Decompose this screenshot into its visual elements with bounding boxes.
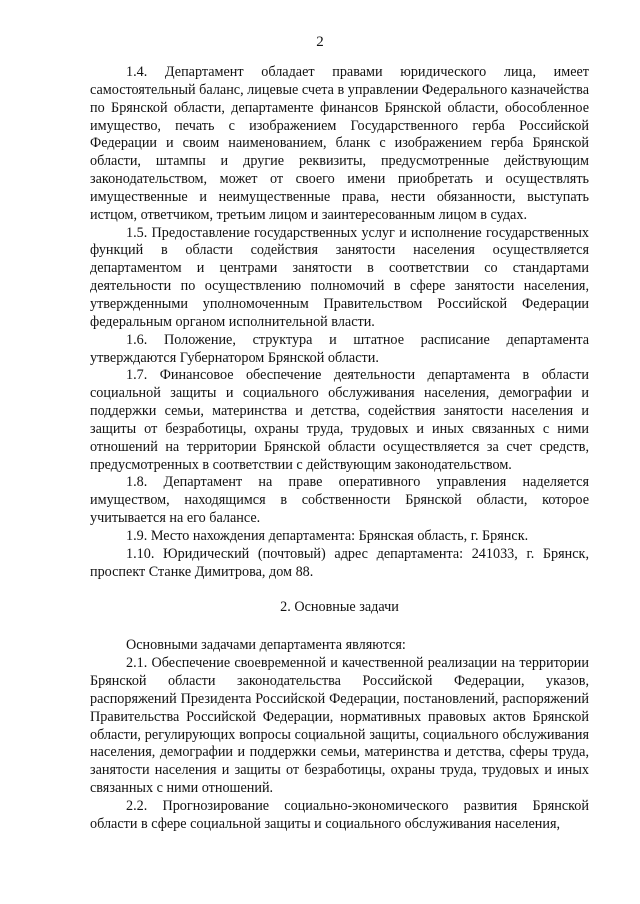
paragraph-1-6: 1.6. Положение, структура и штатное расписание департамента утверждаются Губернатором Брянской области. [90, 331, 589, 366]
paragraph-1-9: 1.9. Место нахождения департамента: Брянская область, г. Брянск. [126, 527, 529, 544]
section-heading: 2. Основные задачи [280, 599, 399, 616]
paragraph-2-1: 2.1. Обеспечение своевременной и качественной реализации на территории Брянской области законодательства Российской Федерации, указов, распоряжений Президента Российской Федерации, постановлений, распоряжений Правительства Российской Федерации, нормативных правовых актов Брянской области, регулирующих вопросы социальной защиты, социального обслуживания населения, демографии и поддержки семьи, материнства и детства, сферы труда, занятости населения и защиты от безработицы, охраны труда, трудовых и иных связанных с ними отношений. [90, 655, 589, 797]
paragraph-1-4: 1.4. Департамент обладает правами юридического лица, имеет самостоятельный баланс, лицевые счета в управлении Федерального казначейства по Брянской области, департаменте финансов Брянской области, обособленное имущество, печать с изображением Государственного герба Российской Федерации и своим наименованием, бланк с изображением герба Брянской области, штампы и другие реквизиты, предусмотренные действующим законодательством, может от своего имени приобретать и осуществлять имущественные и неимущественные права, нести обязанности, выступать истцом, ответчиком, третьим лицом и заинтересованным лицом в судах. [90, 64, 589, 223]
paragraph-intro: Основными задачами департамента являются: [126, 637, 406, 654]
page-number: 2 [316, 34, 324, 50]
paragraph-1-8: 1.8. Департамент на праве оперативного управления наделяется имуществом, находящимся в собственности Брянской области, которое учитывается на его балансе. [90, 474, 589, 527]
paragraph-1-7: 1.7. Финансовое обеспечение деятельности департамента в области социальной защиты и социального обслуживания населения, демографии и поддержки семьи, материнства и детства, содействия занятости населения и защиты от безработицы, охраны труда, трудовых и иных связанных с ними отношений на территории Брянской области осуществляется за счет средств, предусмотренных в соответствии с действующим законодательством. [90, 367, 589, 473]
paragraph-1-5: 1.5. Предоставление государственных услуг и исполнение государственных функций в области содействия занятости населения осуществляется департаментом и центрами занятости в соответствии со стандартами деятельности по осуществлению полномочий в сфере занятости населения, утвержденными уполномоченным Правительством Российской Федерации федеральным органом исполнительной власти. [90, 224, 589, 330]
document-body [90, 64, 589, 834]
paragraph-1-10: 1.10. Юридический (почтовый) адрес департамента: 241033, г. Брянск, проспект Станке Димитрова, дом 88. [90, 545, 589, 580]
paragraph-2-2: 2.2. Прогнозирование социально-экономического развития Брянской области в сфере социальной защиты и социального обслуживания населения, [90, 797, 589, 832]
